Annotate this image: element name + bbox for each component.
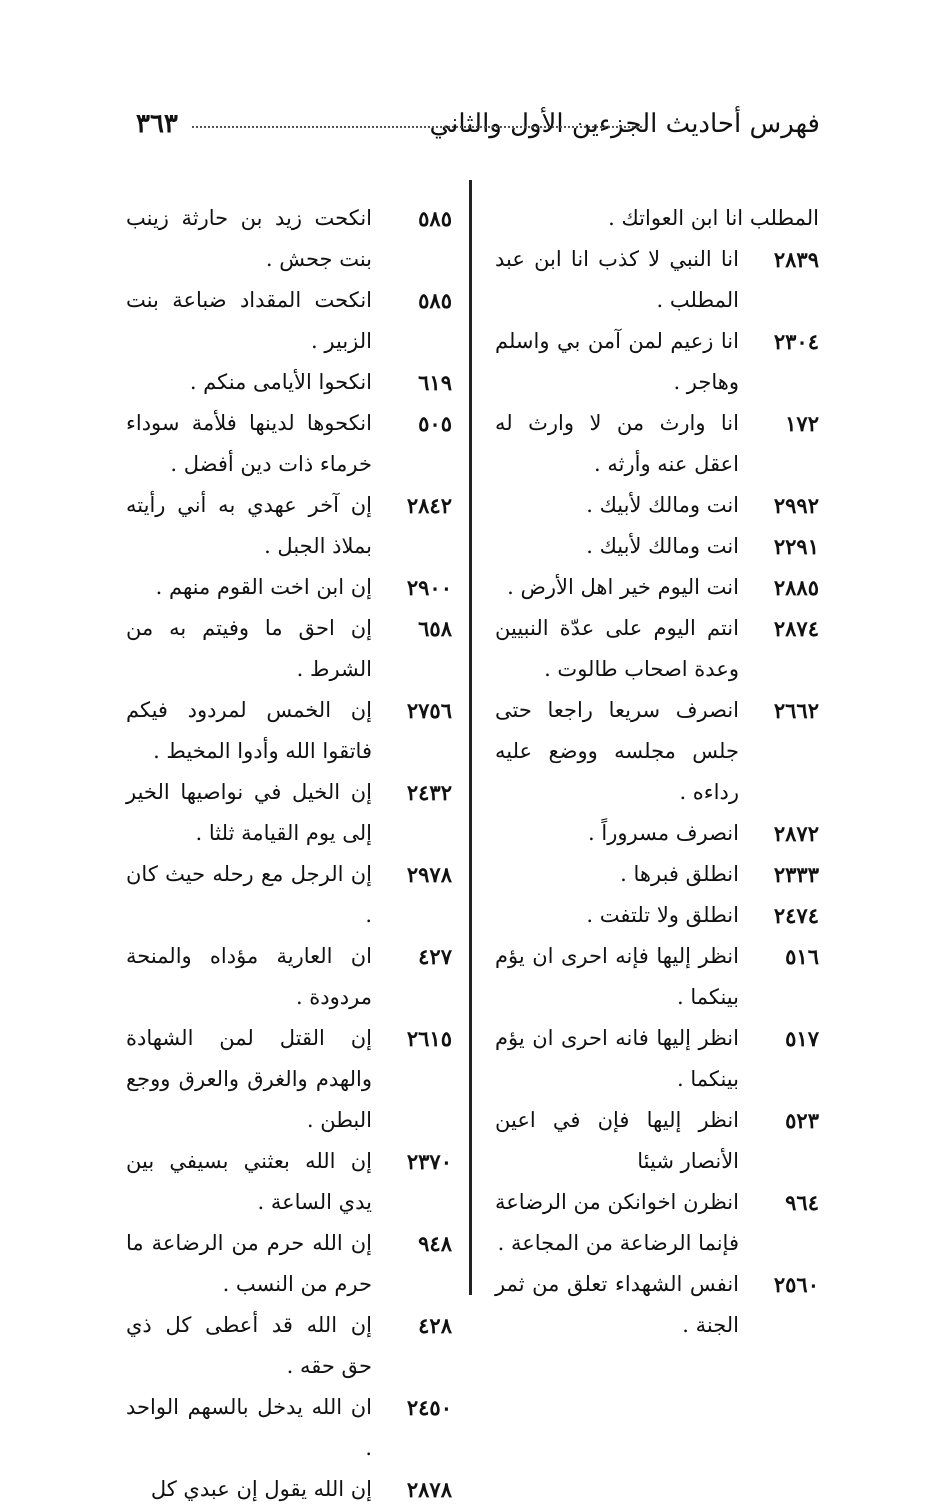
- hadith-number: ٥٠٥: [418, 411, 452, 436]
- running-title: فهرس أحاديث الجزءين الأول والثاني: [429, 109, 820, 139]
- hadith-text: انكحت المقداد ضباعة بنت الزبير .: [126, 288, 372, 353]
- hadith-entry: [126, 690, 452, 772]
- hadith-text: انا زعيم لمن آمن بي واسلم وهاجر .: [495, 329, 739, 394]
- hadith-entry: [495, 403, 819, 485]
- left-column: [126, 198, 452, 1510]
- column-divider: [469, 180, 472, 1295]
- hadith-entry: [495, 813, 819, 854]
- hadith-text: ان العارية مؤداه والمنحة مردودة .: [126, 944, 372, 1009]
- hadith-number: ٥٢٣: [785, 1108, 819, 1133]
- hadith-entry-continuation: [495, 198, 819, 239]
- hadith-text: إن الخمس لمردود فيكم فاتقوا الله وأدوا المخيط .: [126, 698, 372, 763]
- hadith-entry: [126, 1305, 452, 1387]
- hadith-number: ٩٤٨: [418, 1231, 452, 1256]
- hadith-number: ٢٨٧٤: [773, 616, 819, 641]
- hadith-text: انتم اليوم على عدّة النبيين وعدة اصحاب طالوت .: [495, 616, 739, 681]
- hadith-text: إن الخيل في نواصيها الخير إلى يوم القيامة ثلثا .: [126, 780, 372, 845]
- hadith-text: انظر إليها فإنه احرى ان يؤم بينكما .: [495, 944, 739, 1009]
- hadith-entry: [126, 1018, 452, 1141]
- hadith-number: ٢٤٣٢: [406, 780, 452, 805]
- hadith-text: انت اليوم خير اهل الأرض .: [507, 575, 739, 599]
- hadith-entry: [126, 403, 452, 485]
- hadith-number: ١٧٢: [785, 411, 819, 436]
- hadith-entry: [495, 936, 819, 1018]
- hadith-text: إن آخر عهدي به أني رأيته بملاذ الجبل .: [126, 493, 372, 558]
- hadith-number: ٢٨٣٩: [773, 247, 819, 272]
- hadith-text: انطلق فبرها .: [620, 862, 739, 886]
- hadith-number: ٢٦١٥: [406, 1026, 452, 1051]
- hadith-number: ٥١٧: [785, 1026, 819, 1051]
- hadith-text: إن الله حرم من الرضاعة ما حرم من النسب .: [126, 1231, 372, 1296]
- hadith-number: ٢٩٠٠: [406, 575, 452, 600]
- hadith-number: ٢٨٨٥: [773, 575, 819, 600]
- hadith-entry: [495, 608, 819, 690]
- hadith-entry: [495, 895, 819, 936]
- hadith-entry: [495, 239, 819, 321]
- hadith-number: ٩٦٤: [785, 1190, 819, 1215]
- hadith-text: انصرف سريعا راجعا حتى جلس مجلسه ووضع عليه رداءه .: [495, 698, 739, 804]
- hadith-text: إن الله بعثني بسيفي بين يدي الساعة .: [126, 1149, 372, 1214]
- header-dotted-leader: [192, 126, 642, 128]
- hadith-number: ٥٨٥: [418, 288, 452, 313]
- right-column: [495, 198, 819, 1346]
- hadith-number: ٢٩٩٢: [773, 493, 819, 518]
- hadith-text: إن الله يقول إن عبدي كل: [150, 1477, 372, 1501]
- hadith-text: انصرف مسروراً .: [588, 821, 739, 845]
- hadith-text: ان الله يدخل بالسهم الواحد .: [126, 1395, 372, 1460]
- hadith-number: ٢٤٧٤: [773, 903, 819, 928]
- hadith-entry: [495, 690, 819, 813]
- hadith-text: إن احق ما وفيتم به من الشرط .: [126, 616, 372, 681]
- hadith-entry: [126, 772, 452, 854]
- hadith-number: ٢٧٥٦: [406, 698, 452, 723]
- hadith-entry: [126, 567, 452, 608]
- hadith-text: إن ابن اخت القوم منهم .: [155, 575, 372, 599]
- hadith-number: ٥١٦: [785, 944, 819, 969]
- hadith-entry: [126, 198, 452, 280]
- hadith-text: انكحت زيد بن حارثة زينب بنت جحش .: [126, 206, 372, 271]
- hadith-number: ٢٣٠٤: [773, 329, 819, 354]
- hadith-entry: [495, 321, 819, 403]
- hadith-number: ٢٨٤٢: [406, 493, 452, 518]
- hadith-number: ٤٢٧: [418, 944, 452, 969]
- hadith-number: ٢٩٧٨: [406, 862, 452, 887]
- hadith-text: انا النبي لا كذب انا ابن عبد المطلب .: [495, 247, 739, 312]
- hadith-text: إن القتل لمن الشهادة والهدم والغرق والعرق ووجع البطن .: [126, 1026, 372, 1132]
- hadith-entry: [495, 1100, 819, 1182]
- hadith-number: ٤٢٨: [418, 1313, 452, 1338]
- hadith-entry: [495, 1264, 819, 1346]
- hadith-entry: [126, 854, 452, 936]
- hadith-entry: [126, 280, 452, 362]
- hadith-entry: [495, 854, 819, 895]
- hadith-entry: [495, 526, 819, 567]
- hadith-number: ٢٨٧٢: [773, 821, 819, 846]
- hadith-entry: [126, 485, 452, 567]
- hadith-number: ٢٣٧٠: [406, 1149, 452, 1174]
- hadith-entry: [495, 567, 819, 608]
- hadith-number: ٢٣٣٣: [773, 862, 819, 887]
- hadith-text: انت ومالك لأبيك .: [586, 493, 739, 517]
- hadith-entry: [126, 608, 452, 690]
- hadith-text: انظر إليها فانه احرى ان يؤم بينكما .: [495, 1026, 739, 1091]
- hadith-number: ٢٤٥٠: [406, 1395, 452, 1420]
- hadith-entry: [126, 1469, 452, 1510]
- hadith-text: المطلب انا ابن العواتك .: [608, 206, 819, 230]
- hadith-text: انكحوها لدينها فلأمة سوداء خرماء ذات دين أفضل .: [126, 411, 372, 476]
- hadith-text: إن الله قد أعطى كل ذي حق حقه .: [126, 1313, 372, 1378]
- page-number: ٣٦٣: [136, 109, 178, 139]
- hadith-entry: [495, 1018, 819, 1100]
- hadith-number: ٦٥٨: [418, 616, 452, 641]
- hadith-text: انظر إليها فإن في اعين الأنصار شيئا: [495, 1108, 739, 1173]
- hadith-text: انت ومالك لأبيك .: [586, 534, 739, 558]
- hadith-text: انفس الشهداء تعلق من ثمر الجنة .: [495, 1272, 739, 1337]
- hadith-entry: [126, 362, 452, 403]
- hadith-entry: [495, 485, 819, 526]
- hadith-number: ٢٦٦٢: [773, 698, 819, 723]
- hadith-text: انطلق ولا تلتفت .: [586, 903, 739, 927]
- hadith-entry: [495, 1182, 819, 1264]
- hadith-number: ٢٨٧٨: [406, 1477, 452, 1502]
- hadith-number: ٥٨٥: [418, 206, 452, 231]
- hadith-number: ٢٢٩١: [773, 534, 819, 559]
- hadith-text: انظرن اخوانكن من الرضاعة فإنما الرضاعة من المجاعة .: [495, 1190, 739, 1255]
- hadith-entry: [126, 1141, 452, 1223]
- hadith-text: انكحوا الأيامى منكم .: [189, 370, 372, 394]
- hadith-text: انا وارث من لا وارث له اعقل عنه وأرثه .: [495, 411, 739, 476]
- hadith-entry: [126, 1223, 452, 1305]
- hadith-number: ٦١٩: [418, 370, 452, 395]
- hadith-number: ٢٥٦٠: [773, 1272, 819, 1297]
- hadith-entry: [126, 1387, 452, 1469]
- hadith-text: إن الرجل مع رحله حيث كان .: [126, 862, 372, 927]
- hadith-entry: [126, 936, 452, 1018]
- page-header: [128, 102, 820, 146]
